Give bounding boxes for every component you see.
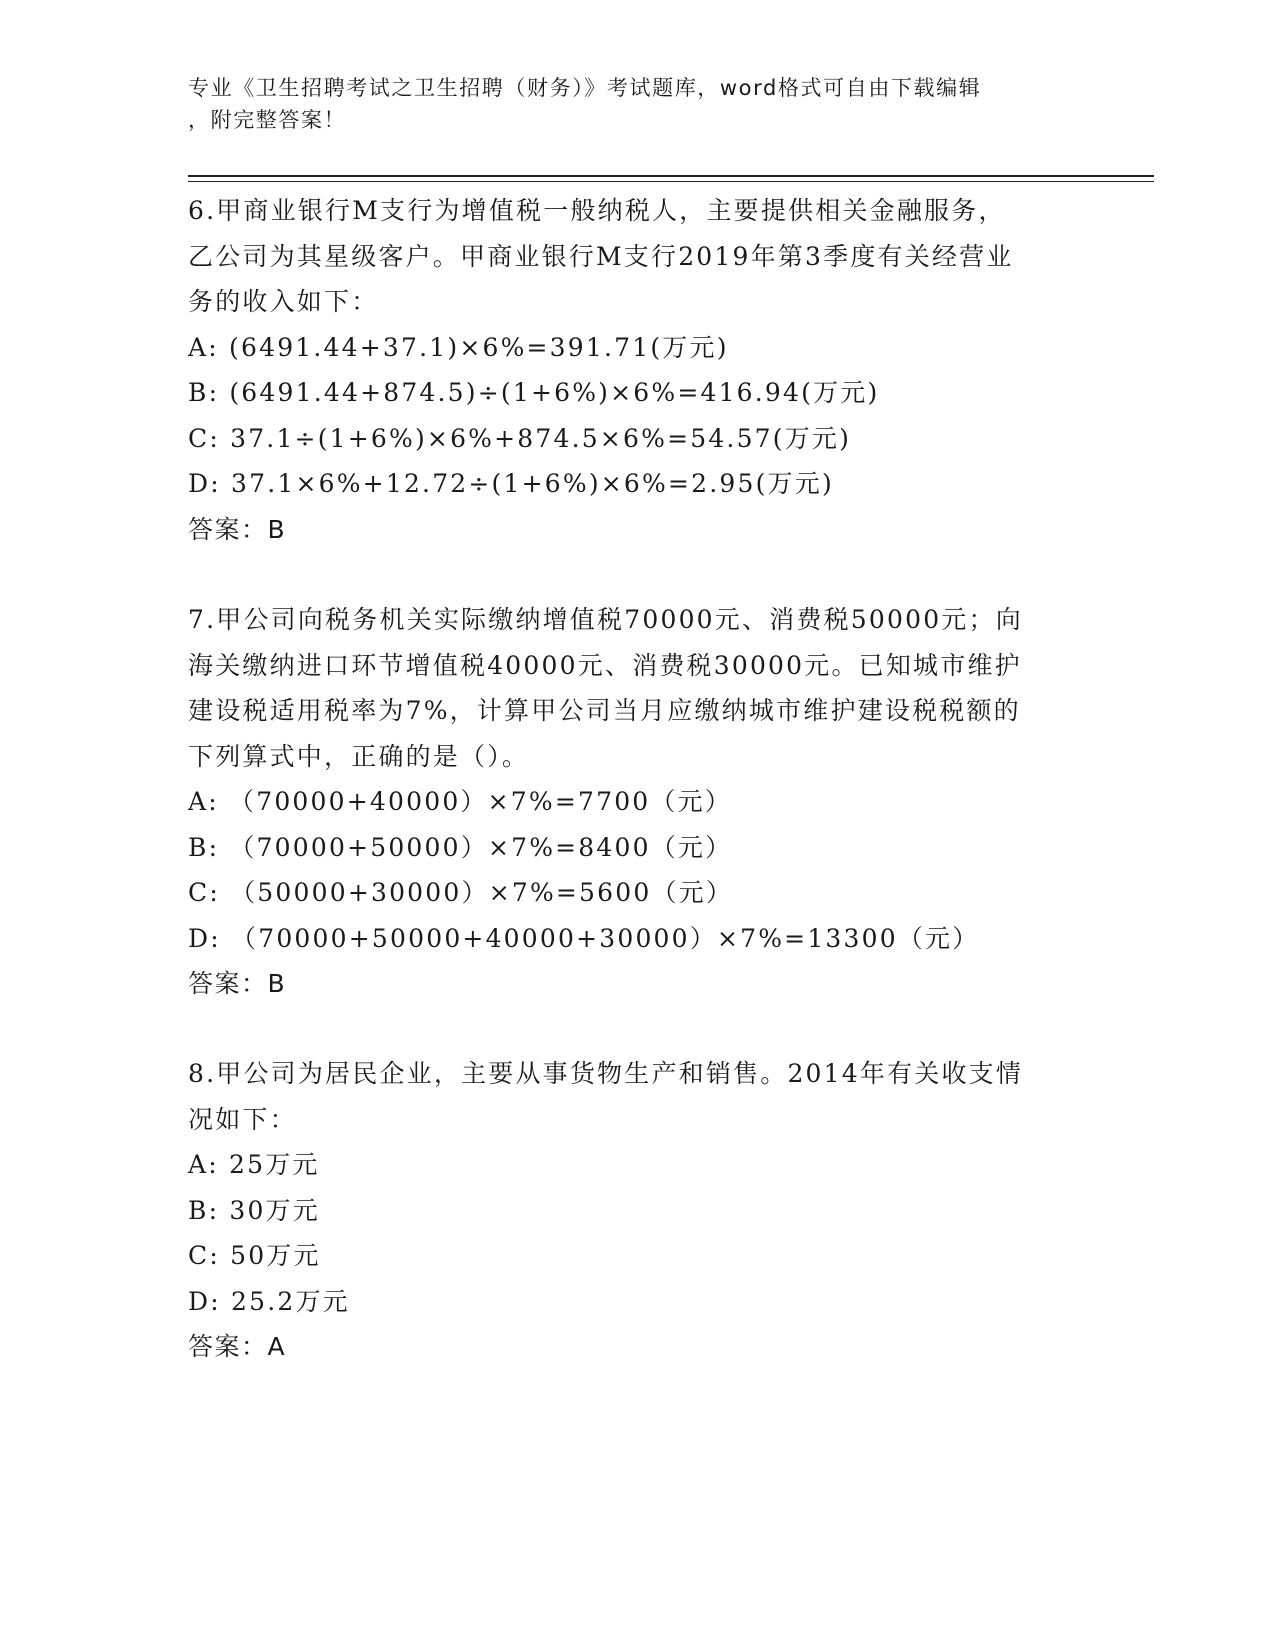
question-stem-line: 海关缴纳进口环节增值税40000元、消费税30000元。已知城市维护 [188, 650, 1022, 680]
document-header [188, 72, 1068, 136]
header-line-2: ，附完整答案！ [188, 108, 347, 132]
option-c: C: （50000+30000）×7%=5600（元） [188, 878, 734, 907]
question-stem-line: 7.甲公司向税务机关实际缴纳增值税70000元、消费税50000元；向 [188, 605, 1023, 634]
question-stem-line: 建设税适用税率为7%，计算甲公司当月应缴纳城市维护建设税税额的 [188, 696, 1021, 725]
question-8 [188, 1051, 1108, 1370]
question-stem-line: 下列算式中，正确的是（）。 [188, 741, 530, 771]
question-stem-line: 6.甲商业银行M支行为增值税一般纳税人，主要提供相关金融服务， [188, 196, 1006, 225]
option-a: A: (6491.44+37.1)×6%=391.71(万元) [188, 332, 729, 362]
answer: 答案：B [188, 969, 287, 998]
option-b: B: （70000+50000）×7%=8400（元） [188, 832, 733, 862]
header-divider-thin [188, 181, 1154, 182]
question-7 [188, 597, 1108, 1007]
question-6 [188, 188, 1108, 552]
option-a: A: 25万元 [188, 1150, 320, 1179]
option-c: C: 37.1÷(1+6%)×6%+874.5×6%=54.57(万元) [188, 423, 852, 453]
option-b: B: 30万元 [188, 1195, 320, 1225]
option-b: B: (6491.44+874.5)÷(1+6%)×6%=416.94(万元) [188, 378, 880, 407]
answer: 答案：A [188, 1332, 287, 1361]
answer: 答案：B [188, 514, 287, 544]
header-divider-thick [188, 175, 1154, 177]
option-d: D: 37.1×6%+12.72÷(1+6%)×6%=2.95(万元) [188, 469, 834, 498]
header-line-1: 专业《卫生招聘考试之卫生招聘（财务）》考试题库，word格式可自由下载编辑 [188, 76, 982, 100]
question-stem-line: 8.甲公司为居民企业，主要从事货物生产和销售。2014年有关收支情 [188, 1059, 1024, 1088]
option-a: A: （70000+40000）×7%=7700（元） [188, 787, 733, 816]
option-c: C: 50万元 [188, 1241, 321, 1270]
question-stem-line: 乙公司为其星级客户。甲商业银行M支行2019年第3季度有关经营业 [188, 241, 1014, 271]
question-stem-line: 务的收入如下： [188, 287, 379, 316]
option-d: D: 25.2万元 [188, 1286, 350, 1316]
question-stem-line: 况如下： [188, 1104, 297, 1134]
option-d: D: （70000+50000+40000+30000）×7%=13300（元） [188, 923, 980, 953]
